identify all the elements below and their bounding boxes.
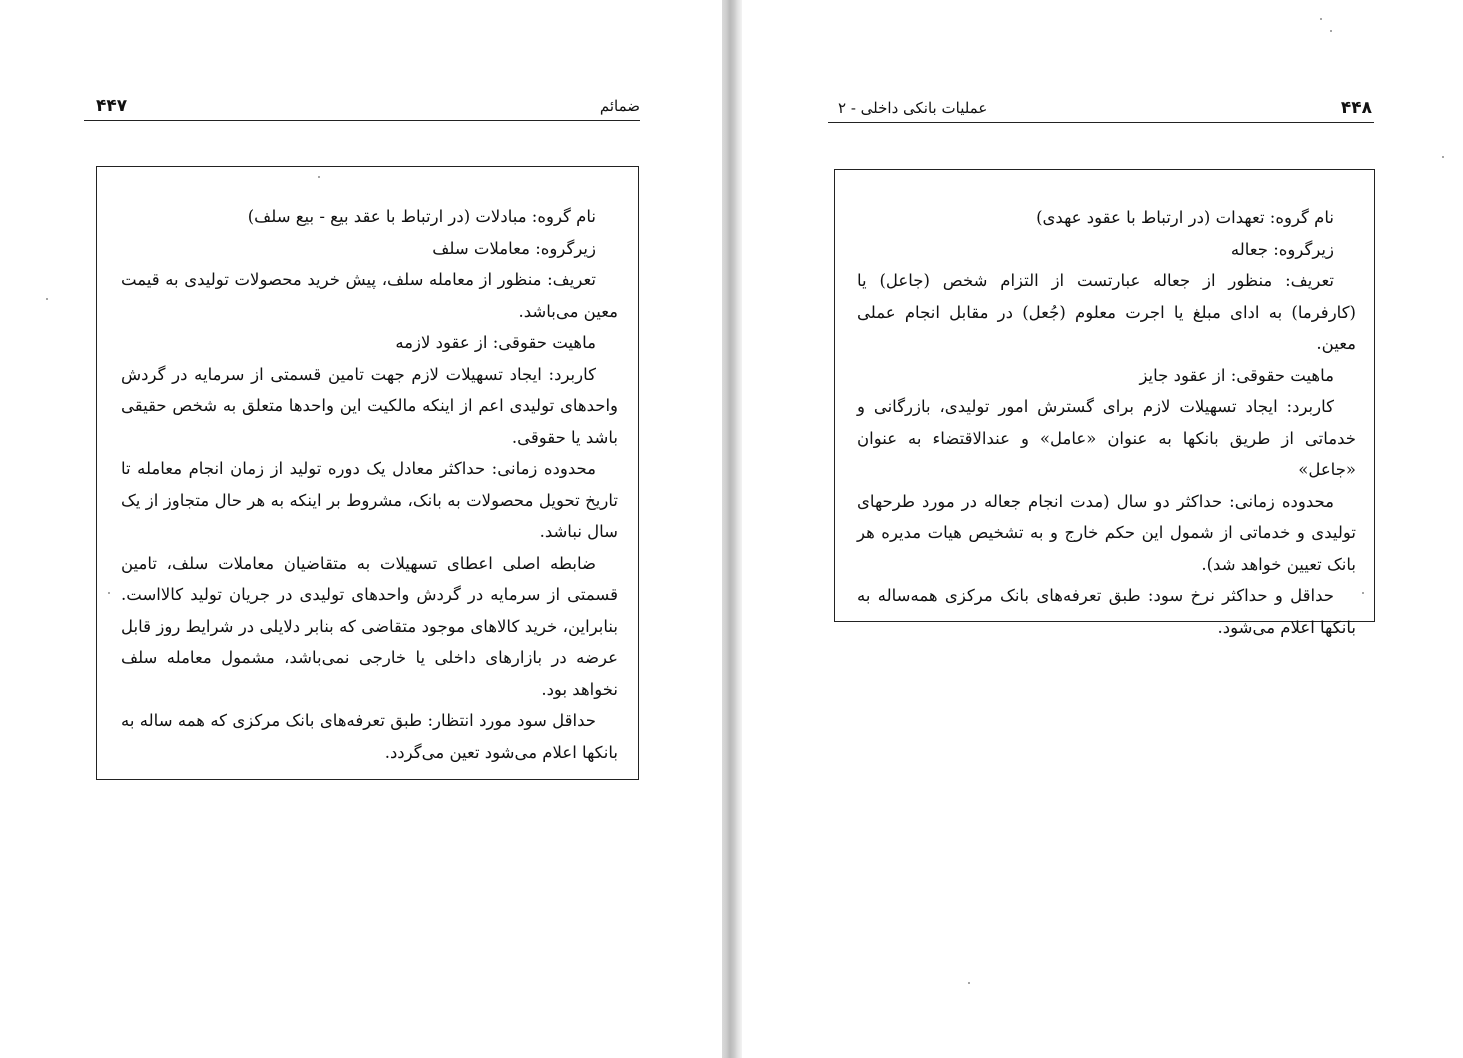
scan-speck xyxy=(1330,30,1332,32)
left-running-title: ضمائم xyxy=(599,97,640,115)
left-page-number: ۴۴۷ xyxy=(96,96,128,116)
right-paragraph-subgroup: زیرگروه: جعاله xyxy=(1230,239,1334,259)
right-running-title: عملیات بانکی داخلی - ۲ xyxy=(838,99,988,117)
right-content-box xyxy=(834,169,1375,637)
book-gutter xyxy=(722,0,742,1058)
left-paragraph-usage: کاربرد: ایجاد تسهیلات لازم جهت تامین قسمتی از سرمایه در گردش واحدهای تولیدی اعم از اینکه مالکیت این واحدها متعلق به شخص حقیقی باشد یا حقوقی. xyxy=(121,364,618,447)
left-paragraph-legal-nature: ماهیت حقوقی: از عقود لازمه xyxy=(395,333,596,352)
right-running-head xyxy=(828,96,1374,123)
left-paragraph-definition: تعریف: منظور از معامله سلف، پیش خرید محصولات تولیدی به قیمت معین می‌باشد. xyxy=(121,270,618,321)
scan-speck xyxy=(1442,156,1444,158)
right-paragraph-group: نام گروه: تعهدات (در ارتباط با عقود عهدی) xyxy=(1036,208,1334,227)
right-paragraph-profit-rate: حداقل و حداکثر نرخ سود: طبق تعرفه‌های بانک مرکزی همه‌ساله به بانکها اعلام می‌شود. xyxy=(857,586,1356,637)
right-paragraph-legal-nature: ماهیت حقوقی: از عقود جایز xyxy=(1139,365,1334,385)
left-paragraph-time-limit: محدوده زمانی: حداکثر معادل یک دوره تولید از زمان انجام معامله تا تاریخ تحویل محصولات به بانک، مشروط بر اینکه به هر حال متجاوز از یک سال نباشد. xyxy=(121,459,618,541)
left-page xyxy=(0,0,722,1058)
left-text-block xyxy=(121,201,618,768)
right-text-block xyxy=(857,202,1356,643)
scan-speck xyxy=(108,592,110,594)
scan-speck xyxy=(1362,592,1364,594)
scan-speck xyxy=(1320,18,1322,20)
right-page xyxy=(742,0,1463,1058)
right-paragraph-time-limit: محدوده زمانی: حداکثر دو سال (مدت انجام جعاله در مورد طرحهای تولیدی و خدماتی از شمول این حکم خارج و به تشخیص هیات مدیره هر بانک تعیین خواهد شد). xyxy=(857,491,1356,574)
left-paragraph-group: نام گروه: مبادلات (در ارتباط با عقد بیع - بیع سلف) xyxy=(247,207,596,226)
scan-speck xyxy=(968,982,970,984)
left-paragraph-subgroup: زیرگروه: معاملات سلف xyxy=(432,238,596,258)
right-paragraph-definition: تعریف: منظور از جعاله عبارتست از التزام شخص (جاعل) یا (کارفرما) به ادای مبلغ یا اجرت معلوم (جُعل) در مقابل انجام عملی معین. xyxy=(857,271,1356,353)
left-paragraph-criteria: ضابطه اصلی اعطای تسهیلات به متقاضیان معاملات سلف، تامین قسمتی از سرمایه در گردش واحدهای تولیدی در جریان تولید کالااست. بنابراین، خرید کالاهای موجود متقاضی که بنابر دلایلی در شرایط روز قابل عرضه در بازارهای داخلی یا خارجی نمی‌باشد، مشمول معامله سلف نخواهد بود. xyxy=(121,553,618,699)
scan-speck xyxy=(46,298,48,300)
right-page-number: ۴۴۸ xyxy=(1340,98,1372,118)
left-paragraph-min-profit: حداقل سود مورد انتظار: طبق تعرفه‌های بانک مرکزی که همه ساله به بانکها اعلام می‌شود تعین می‌گردد. xyxy=(121,711,618,762)
left-running-head xyxy=(84,94,640,121)
scan-speck xyxy=(318,176,320,178)
right-paragraph-usage: کاربرد: ایجاد تسهیلات لازم برای گسترش امور تولیدی، بازرگانی و خدماتی از طریق بانکها به عنوان «عامل» و عندالاقتضاء به عنوان «جاعل» xyxy=(857,397,1356,479)
left-content-box xyxy=(96,166,639,780)
